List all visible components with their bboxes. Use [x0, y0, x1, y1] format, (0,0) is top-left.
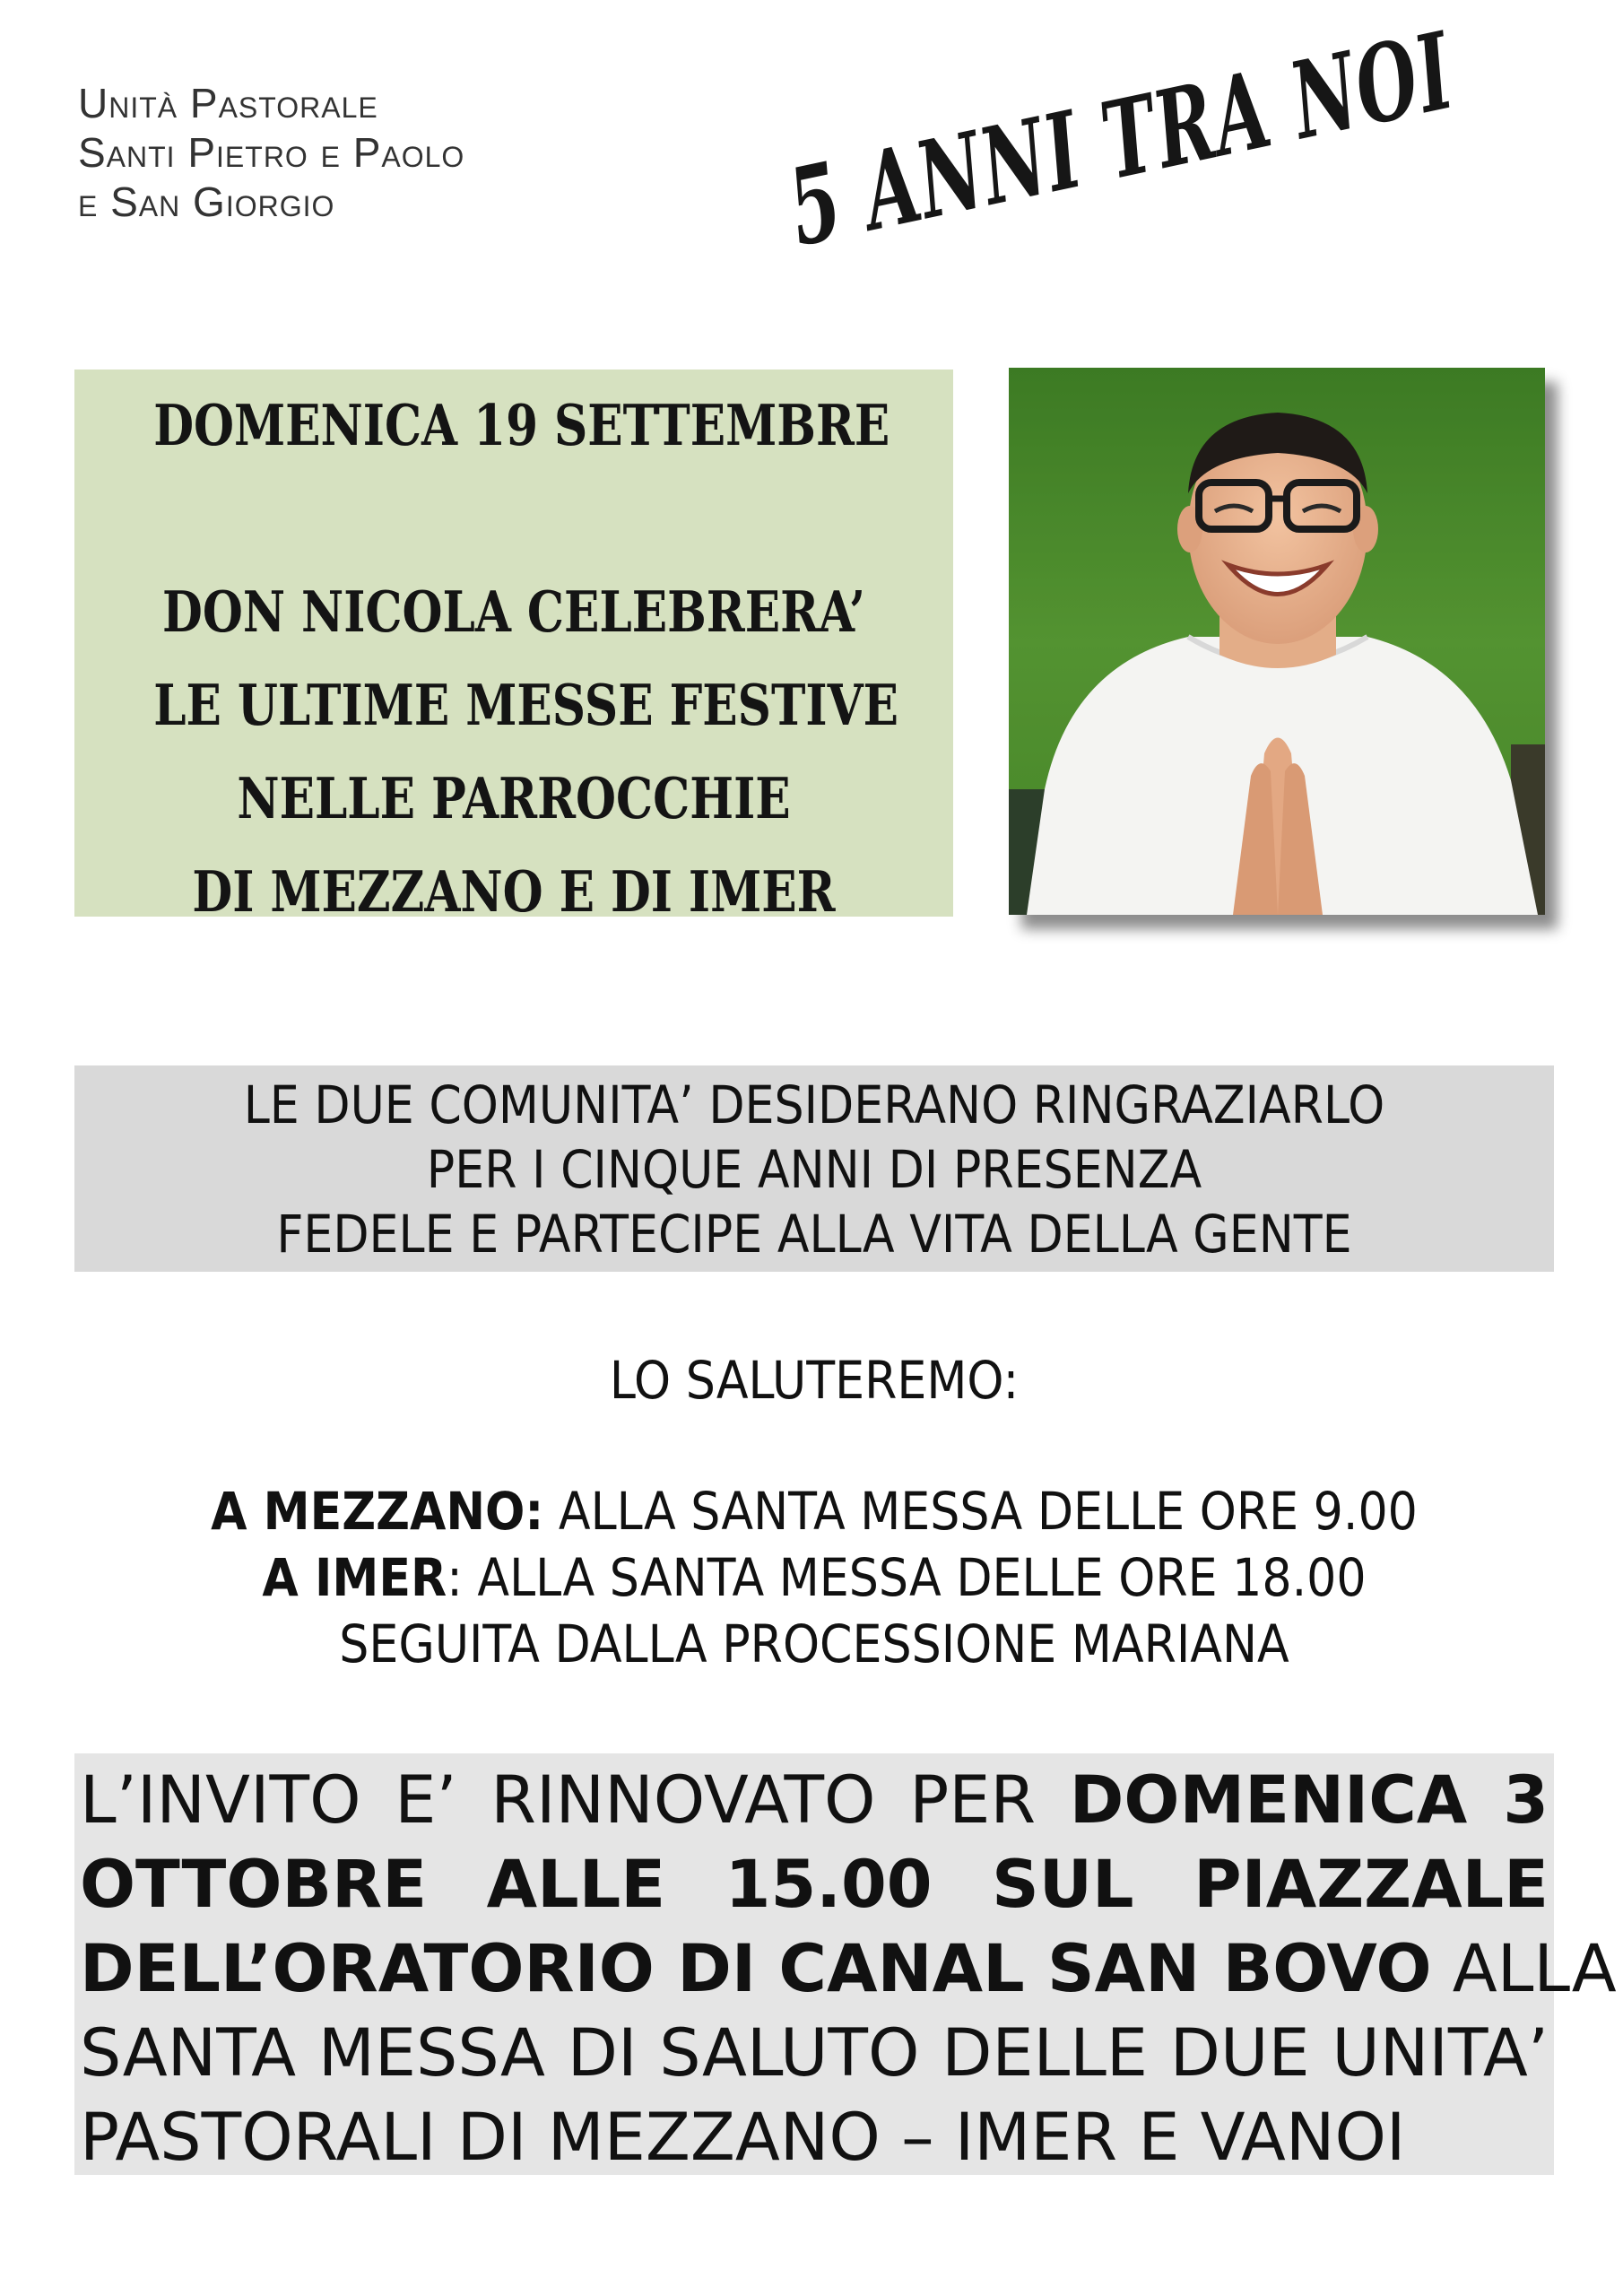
announcement-line: LE ULTIME MESSE FESTIVE	[153, 672, 899, 738]
thanks-line: FEDELE E PARTECIPE ALLA VITA DELLA GENTE	[276, 1204, 1352, 1265]
schedule-mezzano	[149, 1478, 1480, 1544]
organization-line: Santi Pietro e Paolo	[78, 129, 465, 176]
thanks-box	[74, 1065, 1554, 1272]
announcement-line: DI MEZZANO E DI IMER	[192, 858, 836, 925]
invite-date: DOMENICA 3	[1069, 1762, 1549, 1839]
headline: 5 ANNI TRA NOI	[777, 7, 1464, 271]
invite-line-5: PASTORALI DI MEZZANO – IMER E VANOI	[80, 2100, 1406, 2176]
schedule-imer-label: A IMER	[262, 1547, 447, 1608]
thanks-line: PER I CINQUE ANNI DI PRESENZA	[426, 1139, 1202, 1200]
invite-text: ALLA	[1431, 1931, 1617, 2007]
schedule-mezzano-label: A MEZZANO:	[211, 1481, 544, 1542]
schedule-mezzano-text: ALLA SANTA MESSA DELLE ORE 9.00	[543, 1481, 1418, 1542]
invite-line-4: SANTA MESSA DI SALUTO DELLE DUE UNITA’	[80, 2015, 1549, 2092]
invite-text: L’INVITO E’ RINNOVATO PER	[80, 1762, 1070, 1839]
invite-location: DELL’ORATORIO DI CANAL SAN BOVO	[80, 1931, 1432, 2007]
portrait-illustration	[1009, 368, 1545, 915]
invite-line-3	[80, 1927, 1617, 2012]
greeting-intro-block	[74, 1347, 1554, 1413]
organization-line: Unità Pastorale	[78, 80, 378, 126]
announcement-line: DON NICOLA CELEBRERA’	[162, 578, 865, 645]
thanks-line: LE DUE COMUNITA’ DESIDERANO RINGRAZIARLO	[243, 1074, 1385, 1135]
schedule-block	[74, 1478, 1554, 1677]
announcement-box	[74, 370, 953, 925]
schedule-imer	[149, 1544, 1480, 1611]
announcement-line: NELLE PARROCCHIE	[237, 765, 791, 831]
organization-name	[78, 79, 464, 227]
organization-line: e San Giorgio	[78, 178, 335, 225]
greeting-intro: LO SALUTEREMO:	[609, 1350, 1020, 1411]
schedule-imer-text: : ALLA SANTA MESSA DELLE ORE 18.00	[447, 1547, 1367, 1608]
invite-line-1	[80, 1759, 1549, 1843]
invite-box	[74, 1753, 1617, 2176]
invite-line-2: OTTOBRE ALLE 15.00 SUL PIAZZALE	[80, 1847, 1549, 1923]
schedule-procession: SEGUITA DALLA PROCESSIONE MARIANA	[339, 1613, 1289, 1674]
priest-photo	[1009, 368, 1545, 915]
announcement-date: DOMENICA 19 SETTEMBRE	[153, 392, 890, 458]
